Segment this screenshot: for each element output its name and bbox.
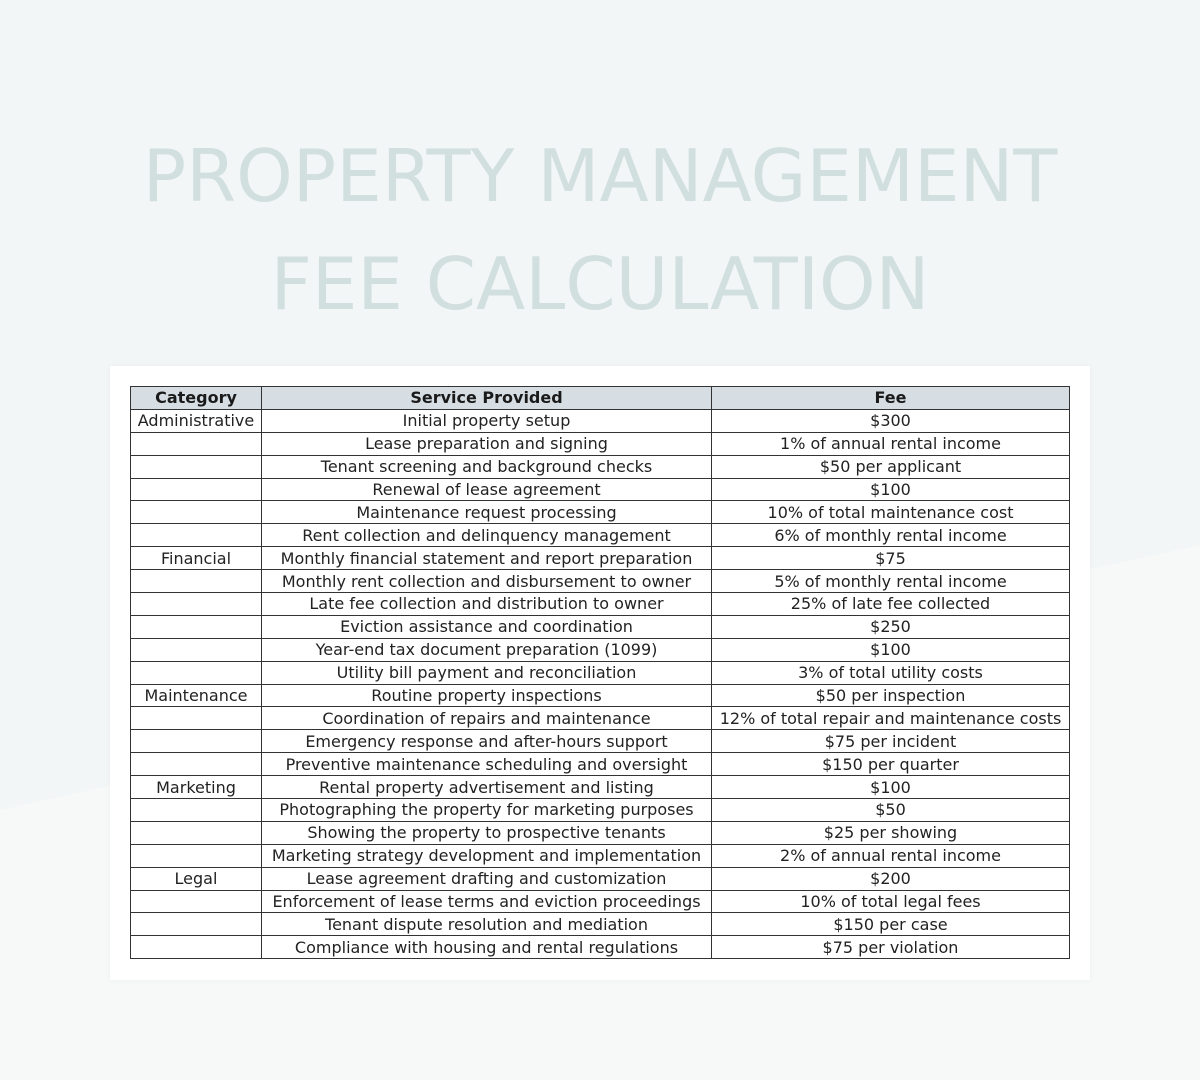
cell-category <box>131 432 262 455</box>
table-row <box>131 661 1070 684</box>
table-card <box>110 366 1090 980</box>
cell-service: Compliance with housing and rental regulations <box>262 936 712 959</box>
cell-category <box>131 799 262 822</box>
cell-fee: 12% of total repair and maintenance costs <box>712 707 1070 730</box>
cell-fee: $300 <box>712 409 1070 432</box>
cell-service: Tenant screening and background checks <box>262 455 712 478</box>
title-line-1: PROPERTY MANAGEMENT <box>142 134 1058 218</box>
cell-service: Monthly rent collection and disbursement to owner <box>262 570 712 593</box>
cell-service: Enforcement of lease terms and eviction proceedings <box>262 890 712 913</box>
cell-service: Late fee collection and distribution to owner <box>262 593 712 616</box>
cell-category: Financial <box>131 547 262 570</box>
cell-category <box>131 890 262 913</box>
table-row <box>131 638 1070 661</box>
table-row <box>131 409 1070 432</box>
cell-category: Marketing <box>131 776 262 799</box>
cell-category <box>131 936 262 959</box>
table-row <box>131 799 1070 822</box>
cell-fee: 25% of late fee collected <box>712 593 1070 616</box>
table-row <box>131 615 1070 638</box>
cell-service: Year-end tax document preparation (1099) <box>262 638 712 661</box>
table-row <box>131 844 1070 867</box>
cell-category <box>131 753 262 776</box>
table-row <box>131 593 1070 616</box>
cell-service: Preventive maintenance scheduling and oversight <box>262 753 712 776</box>
cell-service: Photographing the property for marketing purposes <box>262 799 712 822</box>
cell-fee: 10% of total legal fees <box>712 890 1070 913</box>
cell-service: Utility bill payment and reconciliation <box>262 661 712 684</box>
header-service: Service Provided <box>262 387 712 410</box>
cell-service: Marketing strategy development and implementation <box>262 844 712 867</box>
table-row <box>131 936 1070 959</box>
table-row <box>131 684 1070 707</box>
cell-category <box>131 844 262 867</box>
cell-service: Lease preparation and signing <box>262 432 712 455</box>
table-body <box>131 409 1070 958</box>
table-row <box>131 501 1070 524</box>
cell-category <box>131 570 262 593</box>
cell-category <box>131 707 262 730</box>
cell-fee: $250 <box>712 615 1070 638</box>
cell-service: Monthly financial statement and report preparation <box>262 547 712 570</box>
table-row <box>131 913 1070 936</box>
cell-category <box>131 455 262 478</box>
table-row <box>131 432 1070 455</box>
cell-category: Administrative <box>131 409 262 432</box>
cell-service: Renewal of lease agreement <box>262 478 712 501</box>
cell-fee: $200 <box>712 867 1070 890</box>
title-line-2: FEE CALCULATION <box>270 242 930 326</box>
table-row <box>131 776 1070 799</box>
page-title <box>0 122 1200 338</box>
cell-category <box>131 501 262 524</box>
cell-fee: $50 per applicant <box>712 455 1070 478</box>
cell-fee: $50 per inspection <box>712 684 1070 707</box>
cell-service: Showing the property to prospective tenants <box>262 821 712 844</box>
table-row <box>131 478 1070 501</box>
cell-fee: $150 per case <box>712 913 1070 936</box>
cell-fee: $100 <box>712 776 1070 799</box>
cell-service: Tenant dispute resolution and mediation <box>262 913 712 936</box>
cell-fee: $25 per showing <box>712 821 1070 844</box>
cell-fee: 2% of annual rental income <box>712 844 1070 867</box>
cell-fee: 6% of monthly rental income <box>712 524 1070 547</box>
cell-category: Maintenance <box>131 684 262 707</box>
cell-fee: $75 per violation <box>712 936 1070 959</box>
header-category: Category <box>131 387 262 410</box>
cell-fee: 1% of annual rental income <box>712 432 1070 455</box>
cell-category <box>131 615 262 638</box>
table-row <box>131 890 1070 913</box>
table-row <box>131 547 1070 570</box>
cell-service: Routine property inspections <box>262 684 712 707</box>
table-header-row <box>131 387 1070 410</box>
table-row <box>131 455 1070 478</box>
table-row <box>131 570 1070 593</box>
table-row <box>131 821 1070 844</box>
header-fee: Fee <box>712 387 1070 410</box>
cell-category <box>131 638 262 661</box>
cell-service: Initial property setup <box>262 409 712 432</box>
cell-fee: $75 <box>712 547 1070 570</box>
cell-fee: 10% of total maintenance cost <box>712 501 1070 524</box>
cell-service: Eviction assistance and coordination <box>262 615 712 638</box>
cell-fee: 3% of total utility costs <box>712 661 1070 684</box>
cell-category: Legal <box>131 867 262 890</box>
cell-fee: $150 per quarter <box>712 753 1070 776</box>
cell-category <box>131 593 262 616</box>
cell-service: Lease agreement drafting and customization <box>262 867 712 890</box>
cell-service: Maintenance request processing <box>262 501 712 524</box>
cell-category <box>131 478 262 501</box>
cell-service: Coordination of repairs and maintenance <box>262 707 712 730</box>
cell-service: Emergency response and after-hours support <box>262 730 712 753</box>
cell-service: Rental property advertisement and listing <box>262 776 712 799</box>
cell-category <box>131 730 262 753</box>
cell-service: Rent collection and delinquency management <box>262 524 712 547</box>
cell-fee: $100 <box>712 638 1070 661</box>
cell-category <box>131 913 262 936</box>
cell-category <box>131 524 262 547</box>
cell-fee: 5% of monthly rental income <box>712 570 1070 593</box>
cell-fee: $100 <box>712 478 1070 501</box>
cell-category <box>131 821 262 844</box>
table-row <box>131 707 1070 730</box>
table-row <box>131 867 1070 890</box>
cell-fee: $75 per incident <box>712 730 1070 753</box>
table-row <box>131 524 1070 547</box>
cell-fee: $50 <box>712 799 1070 822</box>
table-row <box>131 753 1070 776</box>
table-row <box>131 730 1070 753</box>
fee-table <box>130 386 1070 959</box>
cell-category <box>131 661 262 684</box>
